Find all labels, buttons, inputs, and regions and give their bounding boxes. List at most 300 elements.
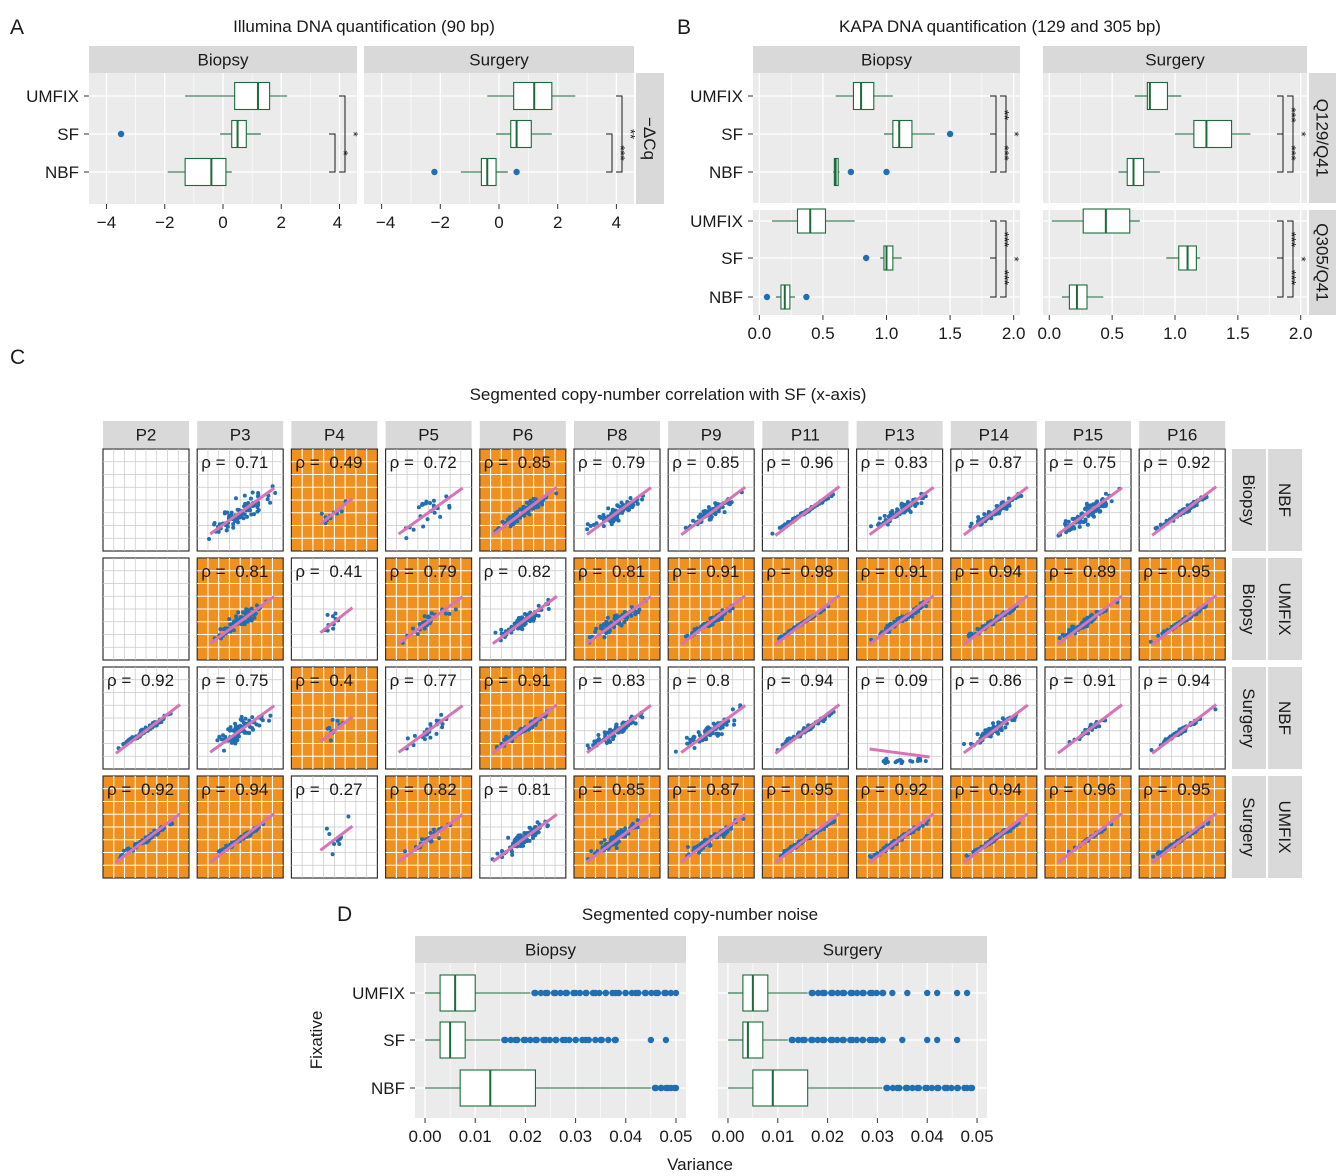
scatter-cell-p2 [103, 449, 189, 551]
scatter-point [1081, 520, 1085, 524]
scatter-point [239, 717, 243, 721]
scatter-point [1089, 504, 1093, 508]
rho-prefix: ρ = [766, 780, 791, 799]
scatter-point [222, 749, 226, 753]
scatter-point [640, 497, 644, 501]
outlier-point [613, 990, 619, 996]
outlier-point [597, 1037, 603, 1043]
outlier-point [502, 1037, 508, 1043]
panel-b-row-strip-0: Q129/Q41 [1312, 98, 1332, 178]
panel-d-xlabel: Variance [667, 1155, 733, 1174]
x-tick-label: 2.0 [1288, 324, 1313, 343]
rho-prefix: ρ = [389, 671, 414, 690]
scatter-point [517, 833, 521, 837]
scatter-point [252, 616, 256, 620]
rho-prefix: ρ = [954, 453, 980, 472]
outlier-point [582, 990, 588, 996]
scatter-point [122, 849, 126, 853]
outlier-point [829, 990, 835, 996]
outlier-point [643, 990, 649, 996]
scatter-cell-p9 [668, 667, 754, 769]
scatter-point [340, 509, 344, 513]
rho-value: 0.79 [423, 562, 457, 581]
scatter-cell-p11 [762, 558, 848, 660]
x-tick-label: 0.05 [960, 1127, 994, 1146]
panel-c-strip-p15: P15 [1072, 425, 1104, 445]
rho-value: 0.86 [988, 671, 1022, 690]
panel-b-category-label: NBF [709, 163, 743, 182]
scatter-cell-p16 [1139, 449, 1225, 551]
scatter-cell-p5 [386, 449, 472, 551]
scatter-point [732, 718, 736, 722]
scatter-point [611, 737, 615, 741]
rho-value: 0.87 [988, 453, 1022, 472]
rho-prefix: ρ = [295, 780, 320, 799]
scatter-point [234, 614, 238, 618]
outlier-point [819, 990, 825, 996]
outlier-point [879, 990, 885, 996]
scatter-point [722, 835, 726, 839]
rho-value: 0.8 [706, 671, 730, 690]
rho-prefix: ρ = [578, 780, 603, 799]
scatter-point [900, 502, 904, 506]
panel-d-title: Segmented copy-number noise [581, 905, 819, 924]
rho-prefix: ρ = [201, 453, 226, 472]
rho-value: 0.27 [329, 780, 363, 799]
x-tick-label: 0.5 [1100, 324, 1124, 343]
rho-value: 0.94 [988, 562, 1022, 581]
panel-b-category-label: NBF [709, 288, 743, 307]
scatter-point [1095, 499, 1099, 503]
scatter-point [241, 610, 245, 614]
panel-c-strip-p6: P6 [512, 425, 534, 445]
rho-prefix: ρ = [1143, 780, 1168, 799]
panel-b-category-label: UMFIX [690, 87, 743, 106]
scatter-point [547, 607, 551, 611]
scatter-point [540, 502, 544, 506]
scatter-point [439, 713, 443, 717]
scatter-point [589, 849, 593, 853]
scatter-point [444, 612, 448, 616]
scatter-cell-p14 [951, 667, 1037, 769]
scatter-point [925, 822, 929, 826]
outlier-point [431, 169, 437, 175]
scatter-point [331, 852, 335, 856]
x-tick-label: −2 [430, 213, 450, 232]
outlier-point [924, 1085, 930, 1091]
scatter-point [916, 759, 920, 763]
scatter-point [417, 505, 421, 509]
rho-value: 0.83 [612, 671, 646, 690]
scatter-cell-p6 [480, 558, 566, 660]
scatter-point [724, 831, 728, 835]
scatter-point [337, 842, 341, 846]
scatter-point [907, 508, 911, 512]
scatter-point [597, 515, 601, 519]
scatter-point [599, 841, 603, 845]
scatter-point [246, 619, 250, 623]
x-tick-label: 0 [218, 213, 228, 232]
scatter-point [235, 517, 239, 521]
scatter-point [454, 608, 458, 612]
rho-prefix: ρ = [954, 671, 980, 690]
panel-d-facet-0 [408, 963, 692, 1146]
rho-prefix: ρ = [578, 671, 603, 690]
outlier-point [653, 990, 659, 996]
scatter-point [976, 732, 980, 736]
scatter-point [215, 738, 219, 742]
box-iqr [1069, 285, 1087, 309]
scatter-point [970, 522, 974, 526]
panel-b-bracket-label: * [1007, 131, 1022, 137]
panel-c-strip-p4: P4 [324, 425, 345, 445]
x-tick-label: 2.0 [1001, 324, 1026, 343]
outlier-point [809, 990, 815, 996]
rho-prefix: ρ = [954, 780, 980, 799]
scatter-point [521, 844, 525, 848]
scatter-point [878, 516, 882, 520]
panel-b-facet-1-0 [748, 209, 1026, 343]
outlier-point [924, 1037, 930, 1043]
panel-a-title: Illumina DNA quantification (90 bp) [233, 17, 495, 36]
scatter-cell-p16 [1139, 558, 1225, 660]
rho-value: 0.91 [517, 671, 551, 690]
scatter-point [320, 512, 324, 516]
rho-prefix: ρ = [766, 453, 791, 472]
outlier-point [803, 294, 809, 300]
scatter-cell-p8 [574, 776, 660, 878]
scatter-cell-p6 [480, 776, 566, 878]
outlier-point [603, 990, 609, 996]
scatter-point [1104, 492, 1108, 496]
scatter-point [602, 635, 606, 639]
scatter-cell-p15 [1045, 776, 1131, 878]
x-tick-label: 4 [611, 213, 622, 232]
box-iqr [1127, 159, 1143, 186]
rho-prefix: ρ = [766, 562, 791, 581]
rho-value: 0.96 [800, 453, 834, 472]
outlier-point [532, 1037, 538, 1043]
scatter-point [631, 503, 635, 507]
scatter-cell-p4 [291, 667, 377, 769]
scatter-point [532, 617, 536, 621]
x-tick-label: 0.05 [659, 1127, 693, 1146]
scatter-point [615, 846, 619, 850]
outlier-point [839, 1037, 845, 1043]
scatter-point [249, 512, 253, 516]
scatter-point [213, 521, 217, 525]
outlier-point [934, 1085, 940, 1091]
panel-b-bracket-label: * [1294, 131, 1309, 137]
scatter-point [234, 724, 238, 728]
scatter-point [331, 614, 335, 618]
scatter-point [423, 737, 427, 741]
box-iqr [514, 83, 552, 110]
scatter-point [424, 500, 428, 504]
panel-c-strip-p14: P14 [978, 425, 1009, 445]
rho-prefix: ρ = [672, 453, 697, 472]
rho-value: 0.82 [423, 780, 457, 799]
panel-letter-a: A [10, 16, 25, 39]
scatter-point [326, 727, 330, 731]
outlier-point [790, 1037, 796, 1043]
scatter-cell-p4 [291, 776, 377, 878]
x-tick-label: 0.02 [508, 1127, 542, 1146]
scatter-point [692, 735, 696, 739]
outlier-point [648, 1037, 654, 1043]
outlier-point [934, 1037, 940, 1043]
outlier-point [849, 1037, 855, 1043]
outlier-point [532, 990, 538, 996]
rho-prefix: ρ = [1049, 780, 1074, 799]
scatter-cell-p8 [574, 667, 660, 769]
box-iqr [481, 159, 496, 186]
rho-value: 0.81 [612, 562, 646, 581]
scatter-point [428, 736, 432, 740]
scatter-point [886, 760, 890, 764]
rho-prefix: ρ = [860, 780, 885, 799]
rho-value: 0.94 [988, 780, 1022, 799]
scatter-point [511, 513, 515, 517]
rho-value: 0.85 [706, 453, 740, 472]
panel-b-title: KAPA DNA quantification (129 and 305 bp) [839, 17, 1161, 36]
rho-prefix: ρ = [483, 562, 509, 581]
x-tick-label: 4 [332, 213, 343, 232]
panel-b-bracket-label: *** [997, 231, 1012, 248]
scatter-point [423, 614, 427, 618]
outlier-point [954, 1085, 960, 1091]
scatter-cell-p13 [857, 449, 943, 551]
scatter-point [1003, 725, 1007, 729]
scatter-point [882, 759, 886, 763]
scatter-point [883, 514, 887, 518]
scatter-cell-p6 [480, 667, 566, 769]
scatter-point [429, 831, 433, 835]
scatter-point [251, 728, 255, 732]
scatter-cell-p4 [291, 558, 377, 660]
scatter-point [623, 826, 627, 830]
panel-c-fixative-strip-2: NBF [1275, 701, 1294, 735]
scatter-cell-p3 [197, 667, 283, 769]
scatter-point [231, 526, 235, 530]
scatter-cell-p15 [1045, 667, 1131, 769]
rho-value: 0.94 [235, 780, 269, 799]
panel-d-facet-1 [711, 963, 993, 1146]
scatter-cell-p14 [951, 558, 1037, 660]
scatter-point [895, 507, 899, 511]
scatter-cell-p2 [103, 776, 189, 878]
box-iqr [884, 246, 893, 270]
scatter-point [412, 528, 416, 532]
scatter-point [616, 504, 620, 508]
scatter-point [586, 744, 590, 748]
scatter-point [247, 731, 251, 735]
scatter-point [499, 628, 503, 632]
x-tick-label: 1.0 [1163, 324, 1187, 343]
panel-b-bracket-label: *** [997, 269, 1012, 286]
scatter-cell-p16 [1139, 776, 1225, 878]
panel-a-row-strip: −ΔCq [640, 116, 659, 161]
scatter-point [518, 507, 522, 511]
scatter-point [501, 520, 505, 524]
box-iqr [1194, 121, 1232, 148]
scatter-point [982, 512, 986, 516]
scatter-point [207, 537, 211, 541]
outlier-point [552, 1037, 558, 1043]
outlier-point [969, 1085, 975, 1091]
x-tick-label: 0.03 [559, 1127, 593, 1146]
panel-c-strip-p11: P11 [790, 425, 820, 445]
panel-a-category-label: UMFIX [26, 87, 79, 106]
panel-b-row-strip-1: Q305/Q41 [1312, 223, 1332, 302]
panel-b-facet-1-1 [1037, 209, 1312, 343]
scatter-point [899, 758, 903, 762]
scatter-point [447, 612, 451, 616]
scatter-point [613, 614, 617, 618]
panel-d-ylabel: Fixative [307, 1010, 326, 1070]
box-iqr [798, 209, 826, 233]
rho-value: 0.92 [141, 780, 175, 799]
outlier-point [118, 131, 124, 137]
scatter-point [512, 521, 516, 525]
scatter-point [869, 524, 873, 528]
panel-c-strip-p3: P3 [229, 425, 251, 445]
scatter-point [428, 501, 432, 505]
outlier-point [572, 990, 578, 996]
panel-b-strip-1: Surgery [1145, 50, 1205, 70]
scatter-cell-p3 [197, 449, 283, 551]
panel-b-category-label: UMFIX [690, 212, 743, 231]
x-tick-label: 0.02 [811, 1127, 845, 1146]
outlier-point [883, 169, 889, 175]
scatter-point [420, 503, 424, 507]
outlier-point [582, 1037, 588, 1043]
panel-c-strip-p13: P13 [884, 425, 915, 445]
outlier-point [512, 1037, 518, 1043]
scatter-point [250, 715, 254, 719]
scatter-point [712, 722, 716, 726]
scatter-point [536, 505, 540, 509]
outlier-point [849, 990, 855, 996]
scatter-point [595, 739, 599, 743]
outlier-point [964, 990, 970, 996]
scatter-point [231, 522, 235, 526]
scatter-point [596, 733, 600, 737]
scatter-point [607, 630, 611, 634]
rho-value: 0.96 [1083, 780, 1117, 799]
scatter-point [509, 524, 513, 528]
rho-value: 0.09 [894, 671, 928, 690]
scatter-point [243, 502, 247, 506]
scatter-point [608, 728, 612, 732]
panel-c-tissue-strip-2: Surgery [1239, 688, 1258, 748]
rho-prefix: ρ = [860, 671, 885, 690]
outlier-point [904, 1085, 910, 1091]
scatter-point [251, 491, 255, 495]
scatter-point [991, 721, 995, 725]
scatter-point [1078, 525, 1082, 529]
rho-prefix: ρ = [672, 780, 697, 799]
scatter-point [967, 634, 971, 638]
scatter-point [346, 815, 350, 819]
rho-value: 0.83 [894, 453, 928, 472]
scatter-point [438, 515, 442, 519]
scatter-point [506, 836, 510, 840]
rho-value: 0.77 [423, 671, 457, 690]
panel-c-strip-p5: P5 [418, 425, 439, 445]
scatter-point [688, 738, 692, 742]
rho-prefix: ρ = [954, 562, 980, 581]
panel-b-facet-0-1 [1043, 73, 1307, 203]
scatter-point [586, 522, 590, 526]
x-tick-label: 1.5 [938, 324, 962, 343]
rho-value: 0.75 [1083, 453, 1117, 472]
rho-value: 0.92 [1177, 453, 1211, 472]
scatter-point [331, 627, 335, 631]
rho-prefix: ρ = [107, 780, 132, 799]
outlier-point [799, 1037, 805, 1043]
panel-b-bracket-label: * [1007, 256, 1022, 262]
panel-c-fixative-strip-3: UMFIX [1275, 800, 1294, 854]
rho-value: 0.72 [423, 453, 457, 472]
scatter-cell-p4 [291, 449, 377, 551]
outlier-point [944, 1085, 950, 1091]
x-tick-label: 1.0 [874, 324, 899, 343]
scatter-point [709, 517, 713, 521]
rho-prefix: ρ = [672, 671, 697, 690]
rho-prefix: ρ = [295, 671, 320, 690]
x-tick-label: −4 [96, 213, 117, 232]
scatter-point [593, 630, 597, 634]
panel-c-strip-p2: P2 [135, 425, 157, 445]
scatter-point [707, 505, 711, 509]
scatter-point [686, 845, 690, 849]
panel-c-strip-p9: P9 [700, 425, 722, 445]
scatter-point [513, 837, 517, 841]
scatter-point [267, 719, 271, 723]
panel-b-strip-0: Biopsy [860, 50, 913, 70]
scatter-point [636, 502, 640, 506]
panel-b-category-label: SF [721, 249, 743, 268]
outlier-point [764, 294, 770, 300]
scatter-point [965, 854, 969, 858]
outlier-point [869, 990, 875, 996]
outlier-point [829, 1037, 835, 1043]
scatter-point [426, 517, 430, 521]
outlier-point [592, 990, 598, 996]
outlier-point [552, 990, 558, 996]
scatter-point [615, 832, 619, 836]
scatter-point [919, 501, 923, 505]
scatter-point [615, 517, 619, 521]
scatter-point [1071, 517, 1075, 521]
rho-prefix: ρ = [860, 453, 885, 472]
outlier-point [869, 1037, 875, 1043]
x-tick-label: 0.04 [609, 1127, 643, 1146]
rho-value: 0.85 [517, 453, 551, 472]
scatter-point [406, 736, 410, 740]
rho-value: 0.49 [329, 453, 363, 472]
scatter-point [432, 828, 436, 832]
scatter-point [404, 536, 408, 540]
scatter-point [234, 496, 238, 500]
scatter-point [249, 497, 253, 501]
scatter-cell-p5 [386, 558, 472, 660]
rho-prefix: ρ = [766, 671, 791, 690]
rho-value: 0.82 [517, 562, 551, 581]
panel-d-category-label: NBF [371, 1079, 405, 1098]
scatter-point [536, 820, 540, 824]
